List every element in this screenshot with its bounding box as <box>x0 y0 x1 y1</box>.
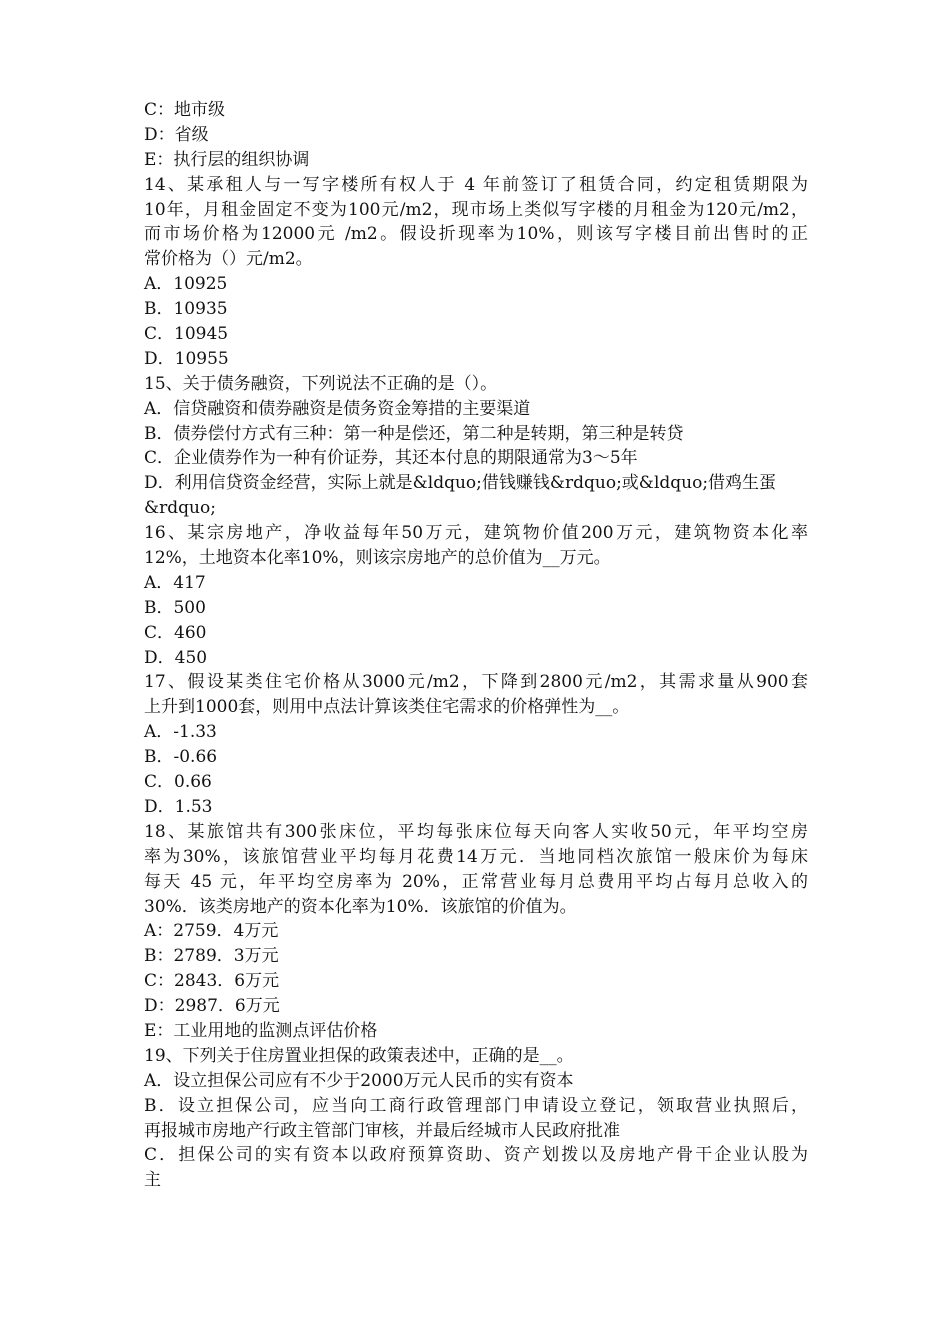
text-line: A．信贷融资和债券融资是债务资金筹措的主要渠道 <box>144 398 531 419</box>
text-line: E：执行层的组织协调 <box>144 149 310 170</box>
text-line: 再报城市房地产行政主管部门审核，并最后经城市人民政府批准 <box>144 1120 620 1141</box>
text-line: 12%，土地资本化率10%，则该宗房地产的总价值为__万元。 <box>144 548 611 569</box>
text-line: B．设立担保公司，应当向工商行政管理部门申请设立登记，领取营业执照后， <box>144 1095 808 1116</box>
text-line: 常价格为（）元/m2。 <box>144 249 313 270</box>
text-line: D．450 <box>144 647 208 668</box>
text-line: C．460 <box>144 622 207 643</box>
text-line: B．500 <box>144 597 206 618</box>
text-line: A：2759．4万元 <box>144 921 279 942</box>
text-line: 每天 45 元，年平均空房率为 20%，正常营业每月总费用平均占每月总收入的 <box>144 871 808 892</box>
text-line: 17、假设某类住宅价格从3000元/m2，下降到2800元/m2，其需求量从900套 <box>144 672 808 693</box>
text-line: A．-1.33 <box>144 722 217 743</box>
text-line: A．417 <box>144 572 206 593</box>
text-line: 而市场价格为12000元 /m2。假设折现率为10%，则该写字楼目前出售时的正 <box>144 224 808 245</box>
text-line: A．10925 <box>144 274 228 295</box>
text-line: D：2987．6万元 <box>144 996 280 1017</box>
text-line: B．-0.66 <box>144 747 218 768</box>
document-page <box>144 98 808 1193</box>
text-line: 主 <box>144 1170 161 1191</box>
text-line: 19、下列关于住房置业担保的政策表述中，正确的是__。 <box>144 1045 574 1066</box>
text-line: E：工业用地的监测点评估价格 <box>144 1020 378 1041</box>
text-line: C．0.66 <box>144 772 212 793</box>
text-line: 上升到1000套，则用中点法计算该类住宅需求的价格弹性为__。 <box>144 697 630 718</box>
text-line: A．设立担保公司应有不少于2000万元人民币的实有资本 <box>144 1070 574 1091</box>
text-line: D．10955 <box>144 348 229 369</box>
text-line: 15、关于债务融资，下列说法不正确的是（）。 <box>144 373 498 394</box>
text-line: B：2789．3万元 <box>144 946 279 967</box>
text-line: 14、某承租人与一写字楼所有权人于 4 年前签订了租赁合同，约定租赁期限为 <box>144 174 808 195</box>
text-line: 10年，月租金固定不变为100元/m2，现市场上类似写字楼的月租金为120元/m2， <box>144 199 808 220</box>
text-line: 16、某宗房地产，净收益每年50万元，建筑物价值200万元，建筑物资本化率 <box>144 523 808 544</box>
text-line: 30%．该类房地产的资本化率为10%．该旅馆的价值为。 <box>144 896 577 917</box>
text-line: B．10935 <box>144 299 228 320</box>
text-line: C．担保公司的实有资本以政府预算资助、资产划拨以及房地产骨干企业认股为 <box>144 1145 808 1166</box>
text-line: C．10945 <box>144 324 229 345</box>
text-line: D：省级 <box>144 124 209 145</box>
text-line: D．1.53 <box>144 796 213 817</box>
text-line: B．债券偿付方式有三种：第一种是偿还，第二种是转期，第三种是转贷 <box>144 423 684 444</box>
text-line: C：2843．6万元 <box>144 971 280 992</box>
text-line: D．利用信贷资金经营，实际上就是&ldquo;借钱赚钱&rdquo;或&ldquo;借鸡生蛋 <box>144 473 777 494</box>
text-line: &rdquo; <box>144 498 216 519</box>
text-line: C．企业债券作为一种有价证券，其还本付息的期限通常为3～5年 <box>144 448 638 469</box>
text-line: C：地市级 <box>144 100 226 120</box>
text-line: 18、某旅馆共有300张床位，平均每张床位每天向客人实收50元，年平均空房 <box>144 821 808 842</box>
text-line: 率为30%，该旅馆营业平均每月花费14万元．当地同档次旅馆一般床价为每床 <box>144 846 808 867</box>
